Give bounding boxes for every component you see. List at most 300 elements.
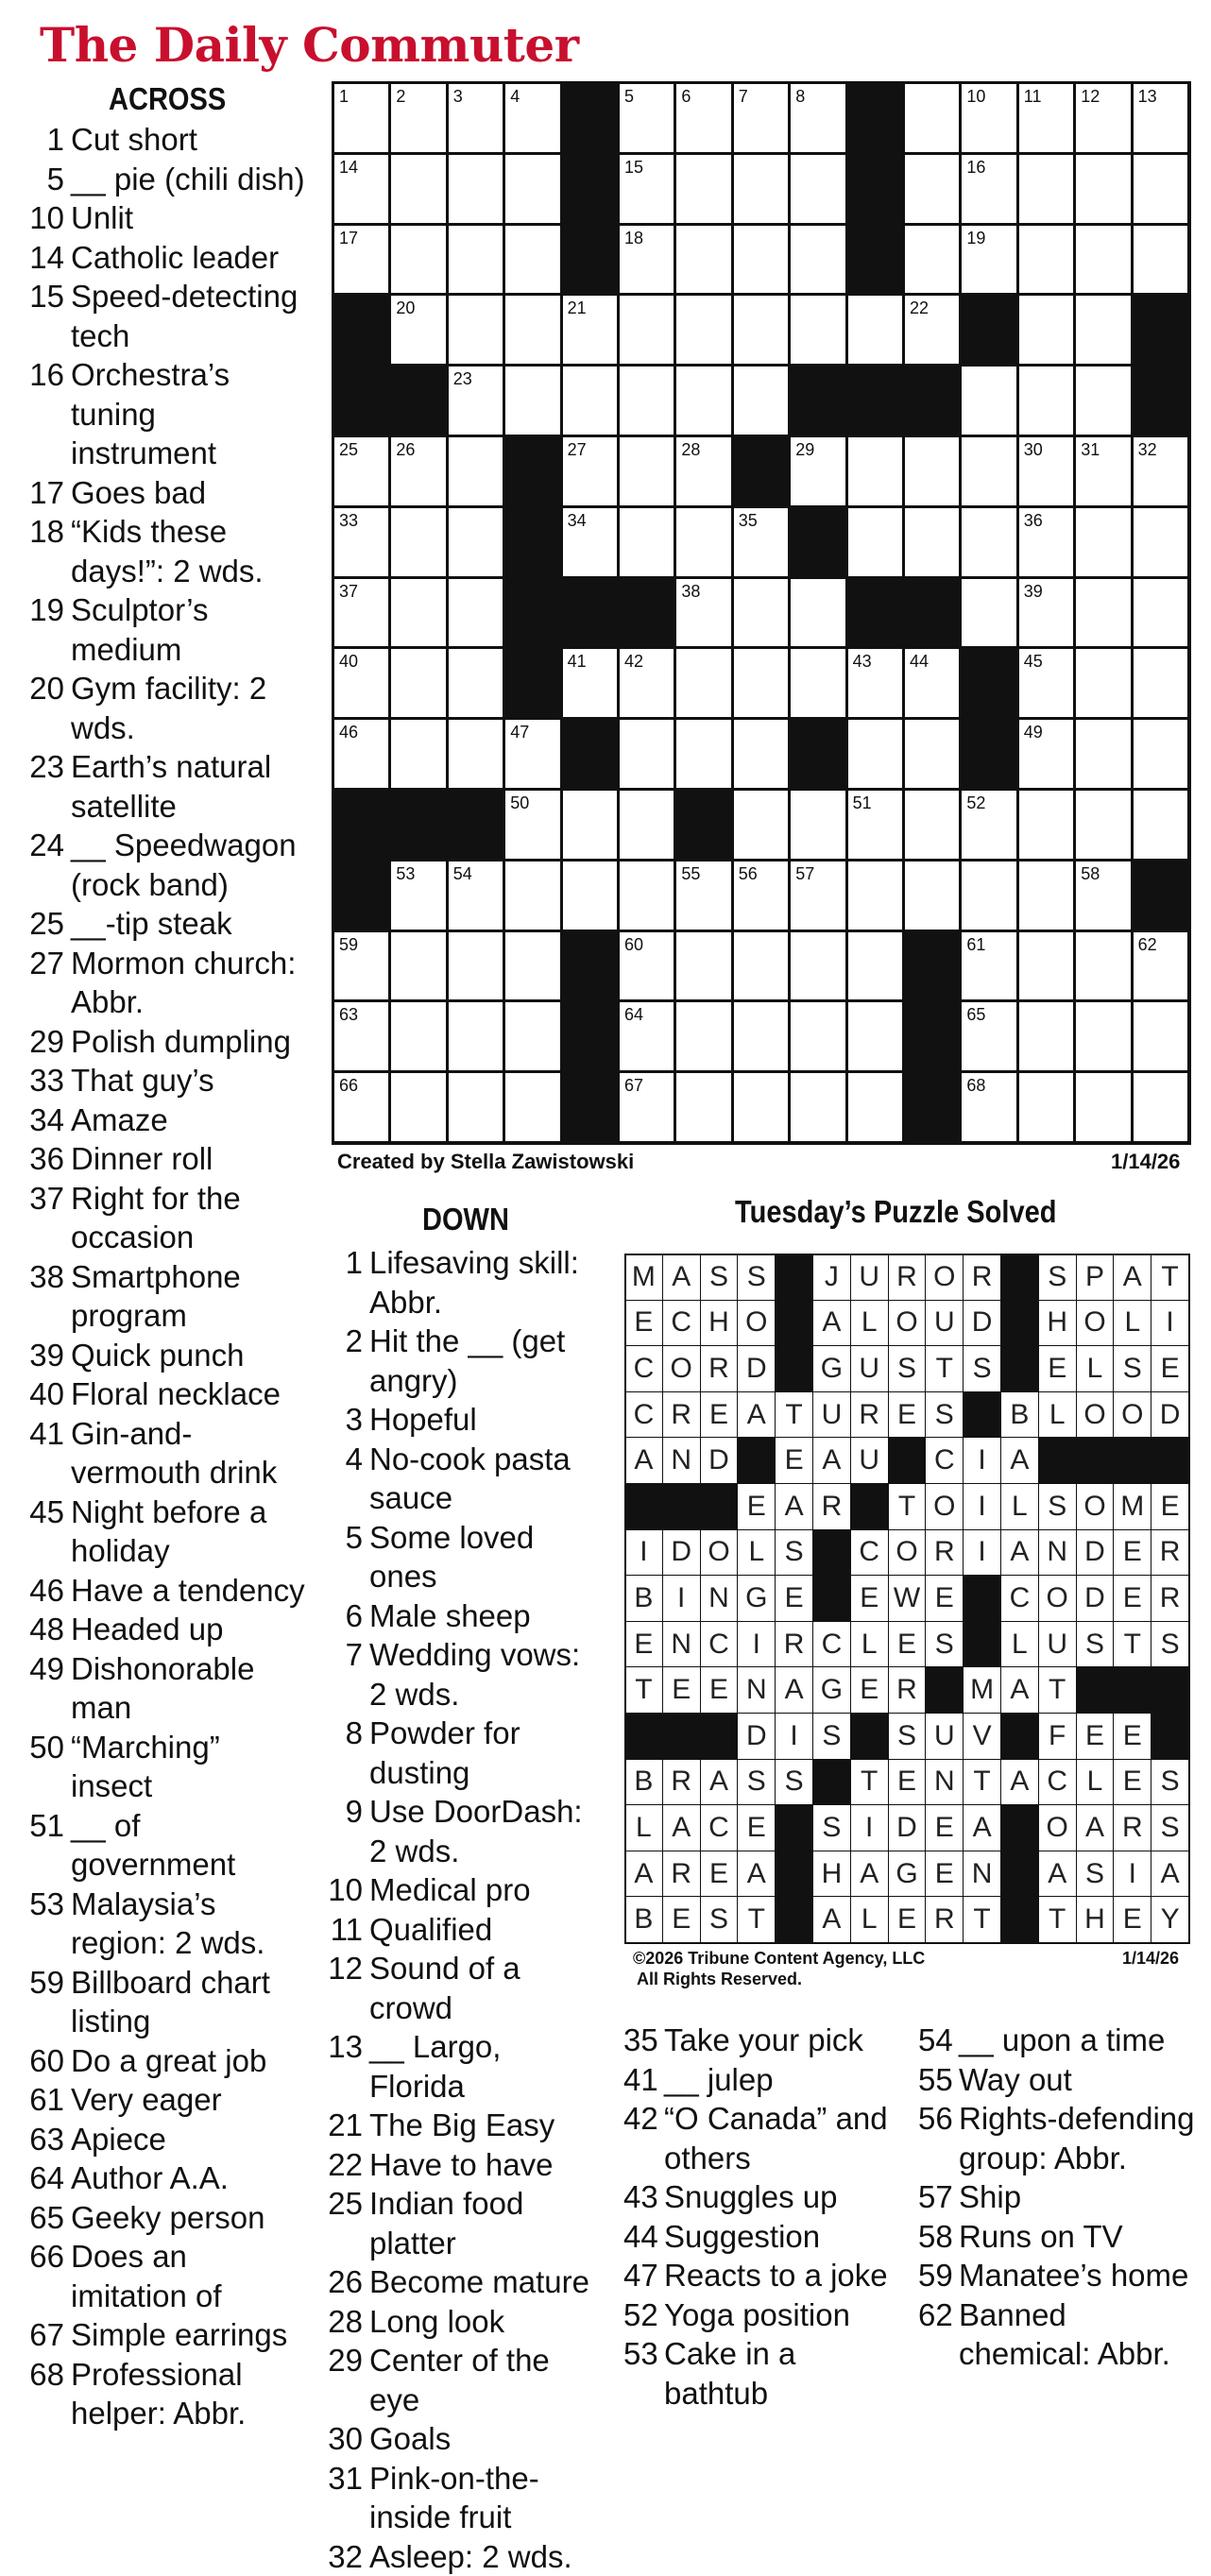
grid-cell[interactable] xyxy=(618,647,675,719)
grid-cell[interactable] xyxy=(503,153,561,225)
grid-cell[interactable] xyxy=(674,435,732,507)
grid-cell[interactable] xyxy=(789,789,846,861)
grid-cell[interactable] xyxy=(333,647,390,719)
grid-cell[interactable] xyxy=(1132,1000,1189,1072)
grid-cell[interactable] xyxy=(561,294,619,366)
grid-cell[interactable] xyxy=(447,82,504,154)
grid-cell[interactable] xyxy=(389,577,447,649)
grid-cell[interactable] xyxy=(389,718,447,790)
grid-cell[interactable] xyxy=(789,435,846,507)
grid-cell[interactable] xyxy=(903,860,961,931)
solved-letter: D xyxy=(888,1804,927,1851)
grid-cell[interactable] xyxy=(618,718,675,790)
grid-cell[interactable] xyxy=(618,224,675,296)
grid-cell[interactable] xyxy=(447,224,504,296)
grid-cell[interactable] xyxy=(960,1000,1017,1072)
grid-cell[interactable] xyxy=(618,435,675,507)
solved-letter: O xyxy=(1038,1575,1077,1622)
clue-item xyxy=(23,590,306,669)
grid-cell[interactable] xyxy=(561,647,619,719)
black-square xyxy=(846,224,904,296)
grid-cell[interactable] xyxy=(674,718,732,790)
grid-cell[interactable] xyxy=(389,82,447,154)
grid-cell[interactable] xyxy=(447,930,504,1002)
grid-cell[interactable] xyxy=(960,435,1017,507)
grid-cell[interactable] xyxy=(960,930,1017,1002)
solved-letter: D xyxy=(1076,1575,1115,1622)
grid-cell[interactable] xyxy=(1132,506,1189,578)
grid-cell[interactable] xyxy=(618,1000,675,1072)
solved-letter: R xyxy=(812,1483,851,1530)
solved-letter: C xyxy=(624,1345,663,1392)
grid-cell[interactable] xyxy=(389,294,447,366)
grid-cell[interactable] xyxy=(447,435,504,507)
grid-cell[interactable] xyxy=(789,930,846,1002)
grid-cell[interactable] xyxy=(1074,860,1132,931)
grid-cell[interactable] xyxy=(732,1071,790,1143)
grid-cell[interactable] xyxy=(1132,718,1189,790)
solved-letter: B xyxy=(624,1575,663,1622)
solved-black-square xyxy=(1113,1437,1151,1484)
solved-letter: E xyxy=(925,1804,964,1851)
solved-letter: L xyxy=(1076,1345,1115,1392)
grid-cell[interactable] xyxy=(618,789,675,861)
grid-cell[interactable] xyxy=(674,930,732,1002)
cell-number: 6 xyxy=(681,88,691,105)
grid-cell[interactable] xyxy=(333,1000,390,1072)
grid-cell[interactable] xyxy=(503,365,561,436)
grid-cell[interactable] xyxy=(389,647,447,719)
grid-cell[interactable] xyxy=(333,930,390,1002)
clue-number: 52 xyxy=(623,2295,664,2335)
cell-number: 25 xyxy=(339,441,358,458)
solved-letter: S xyxy=(925,1621,964,1668)
clue-number: 29 xyxy=(23,1022,71,1062)
grid-cell[interactable] xyxy=(389,435,447,507)
cell-number: 51 xyxy=(853,794,872,811)
grid-cell[interactable] xyxy=(903,153,961,225)
grid-cell[interactable] xyxy=(674,153,732,225)
clue-item xyxy=(23,2041,306,2081)
grid-cell[interactable] xyxy=(447,647,504,719)
grid-cell[interactable] xyxy=(1074,224,1132,296)
grid-cell[interactable] xyxy=(1074,153,1132,225)
grid-cell[interactable] xyxy=(960,789,1017,861)
black-square xyxy=(561,153,619,225)
grid-cell[interactable] xyxy=(389,153,447,225)
clue-number: 49 xyxy=(23,1649,71,1728)
solved-letter: I xyxy=(624,1529,663,1577)
cell-number: 64 xyxy=(624,1006,643,1023)
cell-number: 12 xyxy=(1081,88,1100,105)
grid-cell[interactable] xyxy=(846,860,904,931)
grid-cell[interactable] xyxy=(333,82,390,154)
grid-cell[interactable] xyxy=(1074,1000,1132,1072)
grid-cell[interactable] xyxy=(732,647,790,719)
cell-number: 35 xyxy=(739,512,758,529)
grid-cell[interactable] xyxy=(1017,1071,1075,1143)
grid-cell[interactable] xyxy=(1017,435,1075,507)
grid-cell[interactable] xyxy=(561,789,619,861)
grid-cell[interactable] xyxy=(333,435,390,507)
grid-cell[interactable] xyxy=(732,1000,790,1072)
grid-cell[interactable] xyxy=(674,365,732,436)
black-square xyxy=(960,718,1017,790)
grid-cell[interactable] xyxy=(960,365,1017,436)
grid-cell[interactable] xyxy=(561,506,619,578)
clue-number: 59 xyxy=(918,2256,959,2295)
solved-letter: U xyxy=(925,1300,964,1347)
clue-text: Banned chemical: Abbr. xyxy=(959,2295,1202,2374)
clue-text: __ of government xyxy=(71,1806,306,1885)
grid-cell[interactable] xyxy=(1017,82,1075,154)
clue-number: 11 xyxy=(321,1910,369,1950)
grid-cell[interactable] xyxy=(1132,789,1189,861)
grid-cell[interactable] xyxy=(1017,153,1075,225)
grid-cell[interactable] xyxy=(789,153,846,225)
grid-cell[interactable] xyxy=(674,1071,732,1143)
black-square xyxy=(789,506,846,578)
grid-cell[interactable] xyxy=(447,1071,504,1143)
grid-cell[interactable] xyxy=(789,577,846,649)
black-square xyxy=(561,930,619,1002)
grid-cell[interactable] xyxy=(789,647,846,719)
clue-text: Pink-on-the-inside fruit xyxy=(369,2459,605,2537)
solved-letter: E xyxy=(1113,1575,1151,1622)
cell-number: 55 xyxy=(681,865,700,882)
solved-letter: T xyxy=(925,1345,964,1392)
grid-cell[interactable] xyxy=(333,224,390,296)
grid-cell[interactable] xyxy=(903,224,961,296)
grid-cell[interactable] xyxy=(846,1000,904,1072)
grid-cell[interactable] xyxy=(846,647,904,719)
grid-cell[interactable] xyxy=(447,860,504,931)
black-square xyxy=(903,365,961,436)
grid-cell[interactable] xyxy=(618,930,675,1002)
grid-cell[interactable] xyxy=(389,1071,447,1143)
grid-cell[interactable] xyxy=(1074,365,1132,436)
grid-cell[interactable] xyxy=(618,1071,675,1143)
grid-cell[interactable] xyxy=(333,577,390,649)
clue-number: 45 xyxy=(23,1493,71,1571)
grid-cell[interactable] xyxy=(732,789,790,861)
grid-cell[interactable] xyxy=(1132,1071,1189,1143)
grid-cell[interactable] xyxy=(903,82,961,154)
grid-cell[interactable] xyxy=(503,718,561,790)
grid-cell[interactable] xyxy=(732,860,790,931)
clue-item xyxy=(23,1571,306,1611)
clue-item xyxy=(23,2355,306,2433)
grid-cell[interactable] xyxy=(333,1071,390,1143)
clue-number: 50 xyxy=(23,1728,71,1806)
grid-cell[interactable] xyxy=(1017,789,1075,861)
cell-number: 5 xyxy=(624,88,634,105)
clue-text: Malaysia’s region: 2 wds. xyxy=(71,1885,306,1963)
grid-cell[interactable] xyxy=(732,718,790,790)
credit-line: Created by Stella Zawistowski xyxy=(337,1150,634,1174)
clue-item xyxy=(23,238,306,278)
grid-cell[interactable] xyxy=(1017,647,1075,719)
clue-number: 34 xyxy=(23,1100,71,1140)
grid-cell[interactable] xyxy=(618,506,675,578)
grid-cell[interactable] xyxy=(960,1071,1017,1143)
solved-black-square xyxy=(1000,1896,1039,1943)
grid-cell[interactable] xyxy=(960,860,1017,931)
clue-text: Become mature xyxy=(369,2262,605,2302)
crossword-grid xyxy=(333,83,1189,1143)
grid-cell[interactable] xyxy=(732,365,790,436)
grid-cell[interactable] xyxy=(503,789,561,861)
grid-cell[interactable] xyxy=(789,1071,846,1143)
grid-cell[interactable] xyxy=(789,294,846,366)
grid-cell[interactable] xyxy=(503,82,561,154)
grid-cell[interactable] xyxy=(561,365,619,436)
grid-cell[interactable] xyxy=(1074,435,1132,507)
grid-cell[interactable] xyxy=(732,506,790,578)
grid-cell[interactable] xyxy=(618,294,675,366)
grid-cell[interactable] xyxy=(732,153,790,225)
clue-item xyxy=(623,2334,907,2413)
solved-letter: E xyxy=(1113,1529,1151,1577)
cell-number: 39 xyxy=(1024,583,1043,600)
grid-cell[interactable] xyxy=(846,294,904,366)
solved-letter: E xyxy=(662,1666,701,1714)
cell-number: 29 xyxy=(795,441,814,458)
grid-cell[interactable] xyxy=(960,506,1017,578)
grid-cell[interactable] xyxy=(333,506,390,578)
clue-text: Billboard chart listing xyxy=(71,1963,306,2041)
grid-cell[interactable] xyxy=(960,224,1017,296)
grid-cell[interactable] xyxy=(674,860,732,931)
grid-cell[interactable] xyxy=(503,930,561,1002)
clue-number: 13 xyxy=(321,2027,369,2106)
clue-number: 7 xyxy=(321,1635,369,1714)
grid-cell[interactable] xyxy=(1074,718,1132,790)
grid-cell[interactable] xyxy=(674,82,732,154)
grid-cell[interactable] xyxy=(846,789,904,861)
solved-letter: S xyxy=(925,1391,964,1439)
solved-letter: D xyxy=(662,1529,701,1577)
grid-cell[interactable] xyxy=(503,1000,561,1072)
grid-cell[interactable] xyxy=(903,789,961,861)
clue-text: “Kids these days!”: 2 wds. xyxy=(71,512,306,590)
grid-cell[interactable] xyxy=(674,294,732,366)
grid-cell[interactable] xyxy=(1017,1000,1075,1072)
clue-text: Speed-detecting tech xyxy=(71,277,306,355)
grid-cell[interactable] xyxy=(389,224,447,296)
clue-number: 47 xyxy=(623,2256,664,2295)
clue-item xyxy=(918,2060,1202,2100)
grid-cell[interactable] xyxy=(960,82,1017,154)
grid-cell[interactable] xyxy=(333,153,390,225)
grid-cell[interactable] xyxy=(618,365,675,436)
clue-text: Simple earrings xyxy=(71,2315,306,2355)
copyright-line-2: All Rights Reserved. xyxy=(637,1969,802,1989)
grid-cell[interactable] xyxy=(960,577,1017,649)
grid-cell[interactable] xyxy=(674,1000,732,1072)
grid-cell[interactable] xyxy=(903,294,961,366)
grid-cell[interactable] xyxy=(447,294,504,366)
grid-cell[interactable] xyxy=(618,153,675,225)
grid-cell[interactable] xyxy=(1132,82,1189,154)
solved-letter: R xyxy=(850,1391,889,1439)
grid-cell[interactable] xyxy=(1074,647,1132,719)
grid-cell[interactable] xyxy=(503,860,561,931)
grid-cell[interactable] xyxy=(1132,224,1189,296)
solved-letter: A xyxy=(812,1300,851,1347)
clue-text: Dinner roll xyxy=(71,1139,306,1179)
clue-item xyxy=(321,1949,605,2027)
grid-cell[interactable] xyxy=(1074,930,1132,1002)
black-square xyxy=(333,365,390,436)
grid-cell[interactable] xyxy=(1017,506,1075,578)
grid-cell[interactable] xyxy=(903,435,961,507)
clue-number: 21 xyxy=(321,2106,369,2145)
grid-cell[interactable] xyxy=(846,506,904,578)
clue-item xyxy=(321,1596,605,1636)
grid-cell[interactable] xyxy=(789,82,846,154)
grid-cell[interactable] xyxy=(503,1071,561,1143)
grid-cell[interactable] xyxy=(903,506,961,578)
grid-cell[interactable] xyxy=(846,1071,904,1143)
grid-cell[interactable] xyxy=(1074,82,1132,154)
grid-cell[interactable] xyxy=(503,224,561,296)
grid-cell[interactable] xyxy=(1132,435,1189,507)
grid-cell[interactable] xyxy=(447,506,504,578)
grid-cell[interactable] xyxy=(732,294,790,366)
grid-cell[interactable] xyxy=(674,647,732,719)
grid-cell[interactable] xyxy=(1017,577,1075,649)
grid-cell[interactable] xyxy=(1132,647,1189,719)
solved-black-square xyxy=(812,1759,851,1806)
grid-cell[interactable] xyxy=(903,718,961,790)
clue-text: Headed up xyxy=(71,1610,306,1649)
grid-cell[interactable] xyxy=(732,577,790,649)
grid-cell[interactable] xyxy=(447,718,504,790)
grid-cell[interactable] xyxy=(1074,789,1132,861)
grid-cell[interactable] xyxy=(389,1000,447,1072)
grid-cell[interactable] xyxy=(903,647,961,719)
solved-letter: W xyxy=(888,1575,927,1622)
cell-number: 46 xyxy=(339,724,358,741)
grid-cell[interactable] xyxy=(846,435,904,507)
solved-letter: S xyxy=(1076,1851,1115,1898)
clue-item xyxy=(623,2021,907,2060)
clue-text: Manatee’s home xyxy=(959,2256,1202,2295)
grid-cell[interactable] xyxy=(1017,365,1075,436)
grid-cell[interactable] xyxy=(1132,153,1189,225)
grid-cell[interactable] xyxy=(618,82,675,154)
grid-cell[interactable] xyxy=(1132,577,1189,649)
grid-cell[interactable] xyxy=(561,435,619,507)
grid-cell[interactable] xyxy=(1074,577,1132,649)
grid-cell[interactable] xyxy=(1017,930,1075,1002)
solved-letter: V xyxy=(963,1713,1001,1760)
solved-letter: E xyxy=(1113,1713,1151,1760)
grid-cell[interactable] xyxy=(846,718,904,790)
grid-cell[interactable] xyxy=(1017,294,1075,366)
solved-letter: E xyxy=(775,1437,813,1484)
clue-number: 53 xyxy=(23,1885,71,1963)
solved-letter: T xyxy=(1038,1666,1077,1714)
clue-item xyxy=(23,1257,306,1336)
clue-item xyxy=(23,1493,306,1571)
clue-item xyxy=(321,1322,605,1400)
grid-cell[interactable] xyxy=(732,930,790,1002)
grid-cell[interactable] xyxy=(389,860,447,931)
grid-cell[interactable] xyxy=(1017,224,1075,296)
black-square xyxy=(389,365,447,436)
grid-cell[interactable] xyxy=(389,506,447,578)
clue-number: 25 xyxy=(23,904,71,944)
cell-number: 1 xyxy=(339,88,349,105)
clue-item xyxy=(321,2145,605,2185)
grid-cell[interactable] xyxy=(674,506,732,578)
grid-cell[interactable] xyxy=(1017,860,1075,931)
grid-cell[interactable] xyxy=(674,577,732,649)
solved-letter: I xyxy=(963,1437,1001,1484)
black-square xyxy=(333,294,390,366)
grid-cell[interactable] xyxy=(789,224,846,296)
solved-letter: O xyxy=(737,1300,776,1347)
solved-letter: A xyxy=(1000,1529,1039,1577)
grid-cell[interactable] xyxy=(447,1000,504,1072)
solved-black-square xyxy=(1076,1666,1115,1714)
solved-black-square xyxy=(963,1621,1001,1668)
grid-cell[interactable] xyxy=(618,860,675,931)
grid-cell[interactable] xyxy=(503,294,561,366)
grid-cell[interactable] xyxy=(389,930,447,1002)
grid-cell[interactable] xyxy=(1132,930,1189,1002)
grid-cell[interactable] xyxy=(1074,506,1132,578)
clue-item xyxy=(321,1870,605,1910)
solved-letter: L xyxy=(1076,1759,1115,1806)
grid-cell[interactable] xyxy=(732,82,790,154)
grid-cell[interactable] xyxy=(1074,294,1132,366)
solved-letter: C xyxy=(700,1804,739,1851)
cell-number: 42 xyxy=(624,653,643,670)
grid-cell[interactable] xyxy=(447,153,504,225)
solved-letter: M xyxy=(624,1254,663,1301)
black-square xyxy=(503,577,561,649)
grid-cell[interactable] xyxy=(1074,1071,1132,1143)
grid-cell[interactable] xyxy=(789,1000,846,1072)
grid-cell[interactable] xyxy=(561,860,619,931)
grid-cell[interactable] xyxy=(447,577,504,649)
clue-number: 1 xyxy=(321,1243,369,1322)
grid-cell[interactable] xyxy=(732,224,790,296)
clue-text: Lifesaving skill: Abbr. xyxy=(369,1243,605,1322)
black-square xyxy=(447,789,504,861)
cell-number: 4 xyxy=(510,88,520,105)
grid-cell[interactable] xyxy=(960,153,1017,225)
grid-cell[interactable] xyxy=(789,860,846,931)
clue-text: __-tip steak xyxy=(71,904,306,944)
grid-cell[interactable] xyxy=(447,365,504,436)
solved-letter: O xyxy=(1076,1391,1115,1439)
grid-cell[interactable] xyxy=(674,224,732,296)
grid-cell[interactable] xyxy=(333,718,390,790)
grid-cell[interactable] xyxy=(1017,718,1075,790)
black-square xyxy=(789,718,846,790)
solved-letter: D xyxy=(737,1345,776,1392)
clue-number: 36 xyxy=(23,1139,71,1179)
grid-cell[interactable] xyxy=(846,930,904,1002)
solved-letter: G xyxy=(812,1345,851,1392)
clue-number: 2 xyxy=(321,1322,369,1400)
cell-number: 28 xyxy=(681,441,700,458)
cell-number: 31 xyxy=(1081,441,1100,458)
